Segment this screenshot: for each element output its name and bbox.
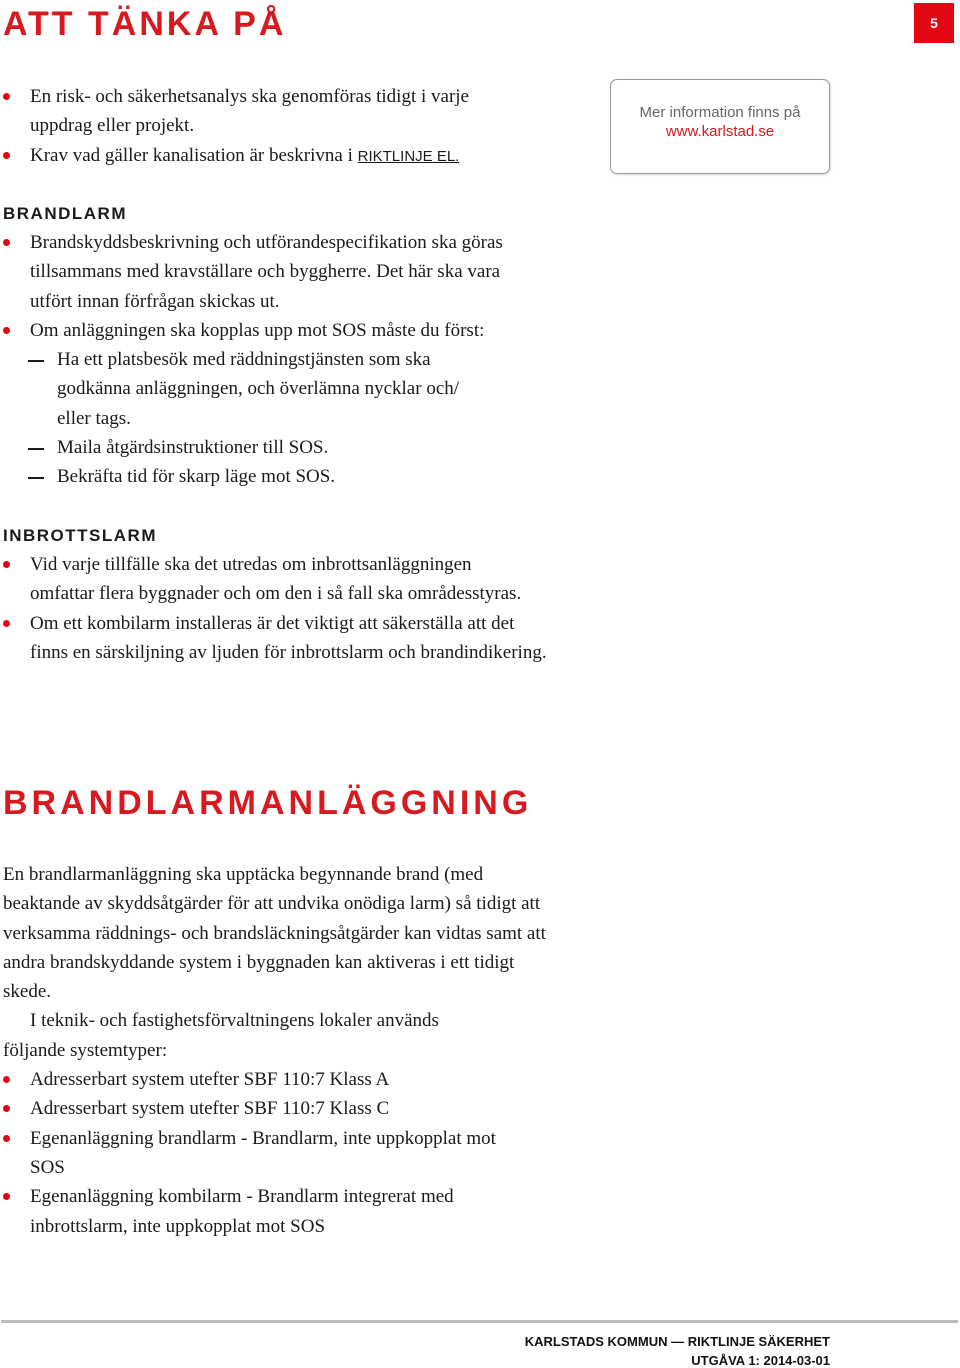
section-heading-brandlarmanlaggning: BRANDLARMANLÄGGNING: [3, 784, 533, 822]
paragraph: En brandlarmanläggning ska upptäcka begynnande brand (med beaktande av skyddsåtgärder för att undvika onödiga larm) så tidigt att verksamma räddnings- och brandsläckningsåtgärder kan vidtas samt att andra brandskyddande system i byggnaden kan aktiveras i ett tidigt skede.: [3, 864, 546, 1003]
list-item: [0, 141, 530, 171]
info-box-text: Mer information finns på: [639, 104, 801, 121]
intro-section: [0, 82, 530, 171]
sub-list-item: Ha ett platsbesök med räddningstjänsten som ska godkänna anläggningen, och överlämna nycklar och/ eller tags.: [30, 345, 497, 433]
section-heading-inbrottslarm: INBROTTSLARM: [3, 526, 157, 545]
footer-edition: UTGÅVA 1: 2014-03-01: [691, 1353, 830, 1368]
list-item: Om ett kombilarm installeras är det viktigt att säkerställa att det finns en särskiljning av ljuden för inbrottslarm och brandindikering.: [0, 609, 550, 668]
inbrottslarm-section: [0, 521, 560, 667]
list-item: Vid varje tillfälle ska det utredas om inbrottsanläggningen omfattar flera byggnader och om den i så fall ska områdesstyras.: [0, 550, 530, 609]
intro-list: [0, 82, 530, 171]
sub-list-item: Bekräfta tid för skarp läge mot SOS.: [30, 462, 560, 491]
brandlarm-list: [0, 228, 560, 492]
brandlarm-section: [0, 199, 560, 492]
sub-list-item: Maila åtgärdsinstruktioner till SOS.: [30, 433, 560, 462]
page-title: ATT TÄNKA PÅ: [3, 5, 287, 43]
info-box-link[interactable]: www.karlstad.se: [665, 123, 775, 140]
list-item-text: Krav vad gäller kanalisation är beskrivna i: [30, 144, 358, 166]
list-item: Adresserbart system utefter SBF 110:7 Klass C: [0, 1094, 530, 1123]
section-heading-brandlarm: BRANDLARM: [3, 204, 127, 223]
list-item: Egenanläggning kombilarm - Brandlarm integrerat med inbrottslarm, inte uppkopplat mot SOS: [0, 1182, 530, 1241]
riktlinje-el-link[interactable]: RIKTLINJE EL.: [357, 147, 460, 165]
inbrottslarm-list: [0, 550, 560, 667]
footer-divider: [1, 1320, 958, 1323]
footer-title: KARLSTADS KOMMUN — RIKTLINJE SÄKERHET: [524, 1334, 830, 1349]
list-item: Egenanläggning brandlarm - Brandlarm, inte uppkopplat mot SOS: [0, 1124, 530, 1183]
list-item: [0, 316, 560, 492]
info-box: [610, 79, 830, 174]
system-types-list: [0, 1065, 530, 1241]
list-item: Brandskyddsbeskrivning och utförandespecifikation ska göras tillsammans med kravställare och byggherre. Det här ska vara utfört innan förfrågan skickas ut.: [0, 228, 530, 316]
anlaggning-section: [0, 860, 551, 1241]
brandlarm-sublist: [30, 345, 560, 491]
list-item: En risk- och säkerhetsanalys ska genomföras tidigt i varje uppdrag eller projekt.: [0, 82, 530, 141]
page-number-badge: 5: [914, 3, 954, 43]
paragraph: I teknik- och fastighetsförvaltningens lokaler används följande systemtyper:: [3, 1010, 439, 1061]
list-item-text: Om anläggningen ska kopplas upp mot SOS måste du först:: [30, 319, 485, 341]
list-item: Adresserbart system utefter SBF 110:7 Klass A: [0, 1065, 530, 1094]
